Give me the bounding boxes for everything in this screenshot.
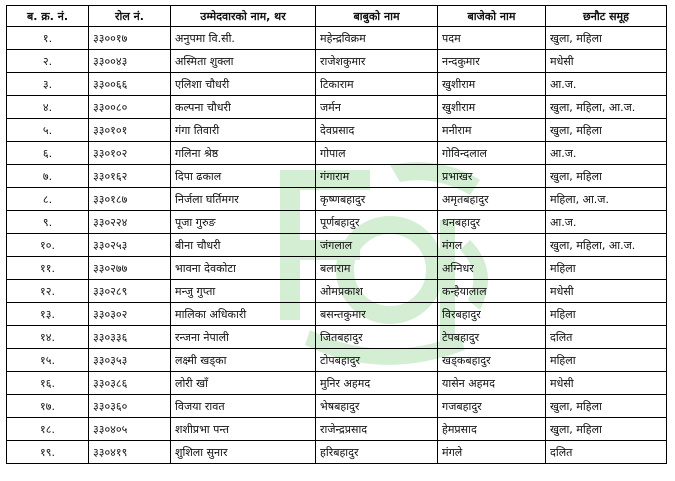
cell-serial: १९. [7, 441, 89, 464]
table-row [7, 234, 667, 257]
table-row [7, 96, 667, 119]
cell-father-name: महेन्द्रविक्रम [316, 27, 438, 50]
cell-father-name: जितबहादुर [316, 326, 438, 349]
cell-grandfather-name: कन्हैयालाल [438, 280, 546, 303]
cell-serial: १३. [7, 303, 89, 326]
cell-category: खुला, महिला, आ.ज. [546, 234, 667, 257]
cell-serial: १७. [7, 395, 89, 418]
cell-candidate-name: लक्ष्मी खड्का [171, 349, 316, 372]
cell-roll: ३३०१०२ [89, 142, 171, 165]
cell-father-name: राजेन्द्रप्रसाद [316, 418, 438, 441]
cell-category: आ.ज. [546, 142, 667, 165]
cell-roll: ३३०३८६ [89, 372, 171, 395]
cell-roll: ३३००४३ [89, 50, 171, 73]
table-row [7, 211, 667, 234]
table-row [7, 349, 667, 372]
cell-category: खुला, महिला, आ.ज. [546, 96, 667, 119]
cell-roll: ३३०४०५ [89, 418, 171, 441]
cell-grandfather-name: धनबहादुर [438, 211, 546, 234]
cell-father-name: हरिबहादुर [316, 441, 438, 464]
results-table [6, 5, 667, 464]
table-row [7, 395, 667, 418]
cell-roll: ३३०३०२ [89, 303, 171, 326]
cell-serial: ८. [7, 188, 89, 211]
cell-grandfather-name: यासेन अहमद [438, 372, 546, 395]
cell-candidate-name: गंगा तिवारी [171, 119, 316, 142]
cell-category: मधेसी [546, 50, 667, 73]
cell-candidate-name: रन्जना नेपाली [171, 326, 316, 349]
cell-grandfather-name: मंगल [438, 234, 546, 257]
table-row [7, 165, 667, 188]
header-row [7, 6, 667, 27]
cell-candidate-name: अस्मिता शुक्ला [171, 50, 316, 73]
cell-serial: १५. [7, 349, 89, 372]
cell-father-name: टिकाराम [316, 73, 438, 96]
cell-grandfather-name: प्रभाखर [438, 165, 546, 188]
cell-category: महिला [546, 349, 667, 372]
cell-grandfather-name: खड्कबहादुर [438, 349, 546, 372]
cell-grandfather-name: मनीराम [438, 119, 546, 142]
cell-category: महिला, आ.ज. [546, 188, 667, 211]
cell-serial: ९. [7, 211, 89, 234]
header-grandfather-name: बाजेको नाम [438, 6, 546, 27]
cell-roll: ३३०१०१ [89, 119, 171, 142]
table-row [7, 372, 667, 395]
cell-roll: ३३०३६० [89, 395, 171, 418]
cell-candidate-name: शशीप्रभा पन्त [171, 418, 316, 441]
cell-roll: ३३०२२४ [89, 211, 171, 234]
cell-category: महिला [546, 303, 667, 326]
cell-candidate-name: मन्जु गुप्ता [171, 280, 316, 303]
cell-candidate-name: कल्पना चौधरी [171, 96, 316, 119]
cell-grandfather-name: टेपबहादुर [438, 326, 546, 349]
cell-father-name: जर्मन [316, 96, 438, 119]
cell-serial: १२. [7, 280, 89, 303]
cell-roll: ३३०२७७ [89, 257, 171, 280]
table-row [7, 280, 667, 303]
cell-father-name: देवप्रसाद [316, 119, 438, 142]
cell-category: आ.ज. [546, 211, 667, 234]
cell-category: खुला, महिला [546, 119, 667, 142]
cell-roll: ३३००१७ [89, 27, 171, 50]
table-row [7, 441, 667, 464]
cell-category: खुला, महिला [546, 27, 667, 50]
cell-candidate-name: गलिना श्रेष्ठ [171, 142, 316, 165]
cell-candidate-name: बीना चौधरी [171, 234, 316, 257]
cell-serial: १६. [7, 372, 89, 395]
cell-father-name: जंगलाल [316, 234, 438, 257]
cell-category: मधेसी [546, 280, 667, 303]
cell-grandfather-name: खुशीराम [438, 73, 546, 96]
cell-candidate-name: पूजा गुरुङ [171, 211, 316, 234]
cell-grandfather-name: गोविन्दलाल [438, 142, 546, 165]
cell-serial: ७. [7, 165, 89, 188]
cell-serial: ५. [7, 119, 89, 142]
cell-father-name: मुनिर अहमद [316, 372, 438, 395]
table-row [7, 188, 667, 211]
cell-roll: ३३००६६ [89, 73, 171, 96]
cell-category: दलित [546, 441, 667, 464]
cell-serial: ४. [7, 96, 89, 119]
cell-category: दलित [546, 326, 667, 349]
cell-father-name: भेषबहादुर [316, 395, 438, 418]
cell-serial: १०. [7, 234, 89, 257]
table-row [7, 142, 667, 165]
table-row [7, 303, 667, 326]
cell-serial: ६. [7, 142, 89, 165]
table-row [7, 257, 667, 280]
cell-category: खुला, महिला [546, 418, 667, 441]
cell-father-name: राजेशकुमार [316, 50, 438, 73]
header-candidate-name: उम्मेदवारको नाम, थर [171, 6, 316, 27]
cell-serial: १८. [7, 418, 89, 441]
cell-grandfather-name: नन्दकुमार [438, 50, 546, 73]
cell-roll: ३३००८० [89, 96, 171, 119]
cell-serial: ११. [7, 257, 89, 280]
cell-serial: १. [7, 27, 89, 50]
cell-roll: ३३०२५३ [89, 234, 171, 257]
cell-grandfather-name: गजबहादुर [438, 395, 546, 418]
table-row [7, 50, 667, 73]
cell-father-name: पूर्णबहादुर [316, 211, 438, 234]
header-category: छनौट समूह [546, 6, 667, 27]
cell-roll: ३३०२८९ [89, 280, 171, 303]
cell-father-name: ओमप्रकाश [316, 280, 438, 303]
cell-category: महिला [546, 257, 667, 280]
cell-father-name: गंगाराम [316, 165, 438, 188]
cell-grandfather-name: अमृतबहादुर [438, 188, 546, 211]
cell-category: मधेसी [546, 372, 667, 395]
table-body [7, 27, 667, 464]
table-row [7, 326, 667, 349]
cell-grandfather-name: खुशीराम [438, 96, 546, 119]
cell-category: आ.ज. [546, 73, 667, 96]
header-roll: रोल नं. [89, 6, 171, 27]
cell-candidate-name: निर्जला घर्तिमगर [171, 188, 316, 211]
cell-candidate-name: शुशिला सुनार [171, 441, 316, 464]
table-row [7, 73, 667, 96]
table-row [7, 119, 667, 142]
cell-grandfather-name: अग्निधर [438, 257, 546, 280]
cell-category: खुला, महिला [546, 395, 667, 418]
cell-candidate-name: दिपा ढकाल [171, 165, 316, 188]
cell-father-name: टोपबहादुर [316, 349, 438, 372]
table-row [7, 418, 667, 441]
cell-roll: ३३०३३६ [89, 326, 171, 349]
cell-candidate-name: मालिका अधिकारी [171, 303, 316, 326]
cell-candidate-name: अनुपमा वि.सी. [171, 27, 316, 50]
header-father-name: बाबुको नाम [316, 6, 438, 27]
table-row [7, 27, 667, 50]
cell-father-name: बसन्तकुमार [316, 303, 438, 326]
cell-grandfather-name: विरबहादुर [438, 303, 546, 326]
cell-candidate-name: एलिशा चौधरी [171, 73, 316, 96]
cell-grandfather-name: मंगले [438, 441, 546, 464]
cell-grandfather-name: हेमप्रसाद [438, 418, 546, 441]
header-serial: ब. क्र. नं. [7, 6, 89, 27]
cell-candidate-name: विजया रावत [171, 395, 316, 418]
cell-roll: ३३०४१९ [89, 441, 171, 464]
cell-candidate-name: लोरी खाँ [171, 372, 316, 395]
cell-father-name: गोपाल [316, 142, 438, 165]
cell-serial: ३. [7, 73, 89, 96]
cell-serial: २. [7, 50, 89, 73]
cell-category: खुला, महिला [546, 165, 667, 188]
cell-grandfather-name: पदम [438, 27, 546, 50]
cell-father-name: बलाराम [316, 257, 438, 280]
cell-roll: ३३०१८७ [89, 188, 171, 211]
cell-roll: ३३०३५३ [89, 349, 171, 372]
cell-serial: १४. [7, 326, 89, 349]
cell-candidate-name: भावना देवकोटा [171, 257, 316, 280]
cell-roll: ३३०१६२ [89, 165, 171, 188]
cell-father-name: कृष्णबहादुर [316, 188, 438, 211]
